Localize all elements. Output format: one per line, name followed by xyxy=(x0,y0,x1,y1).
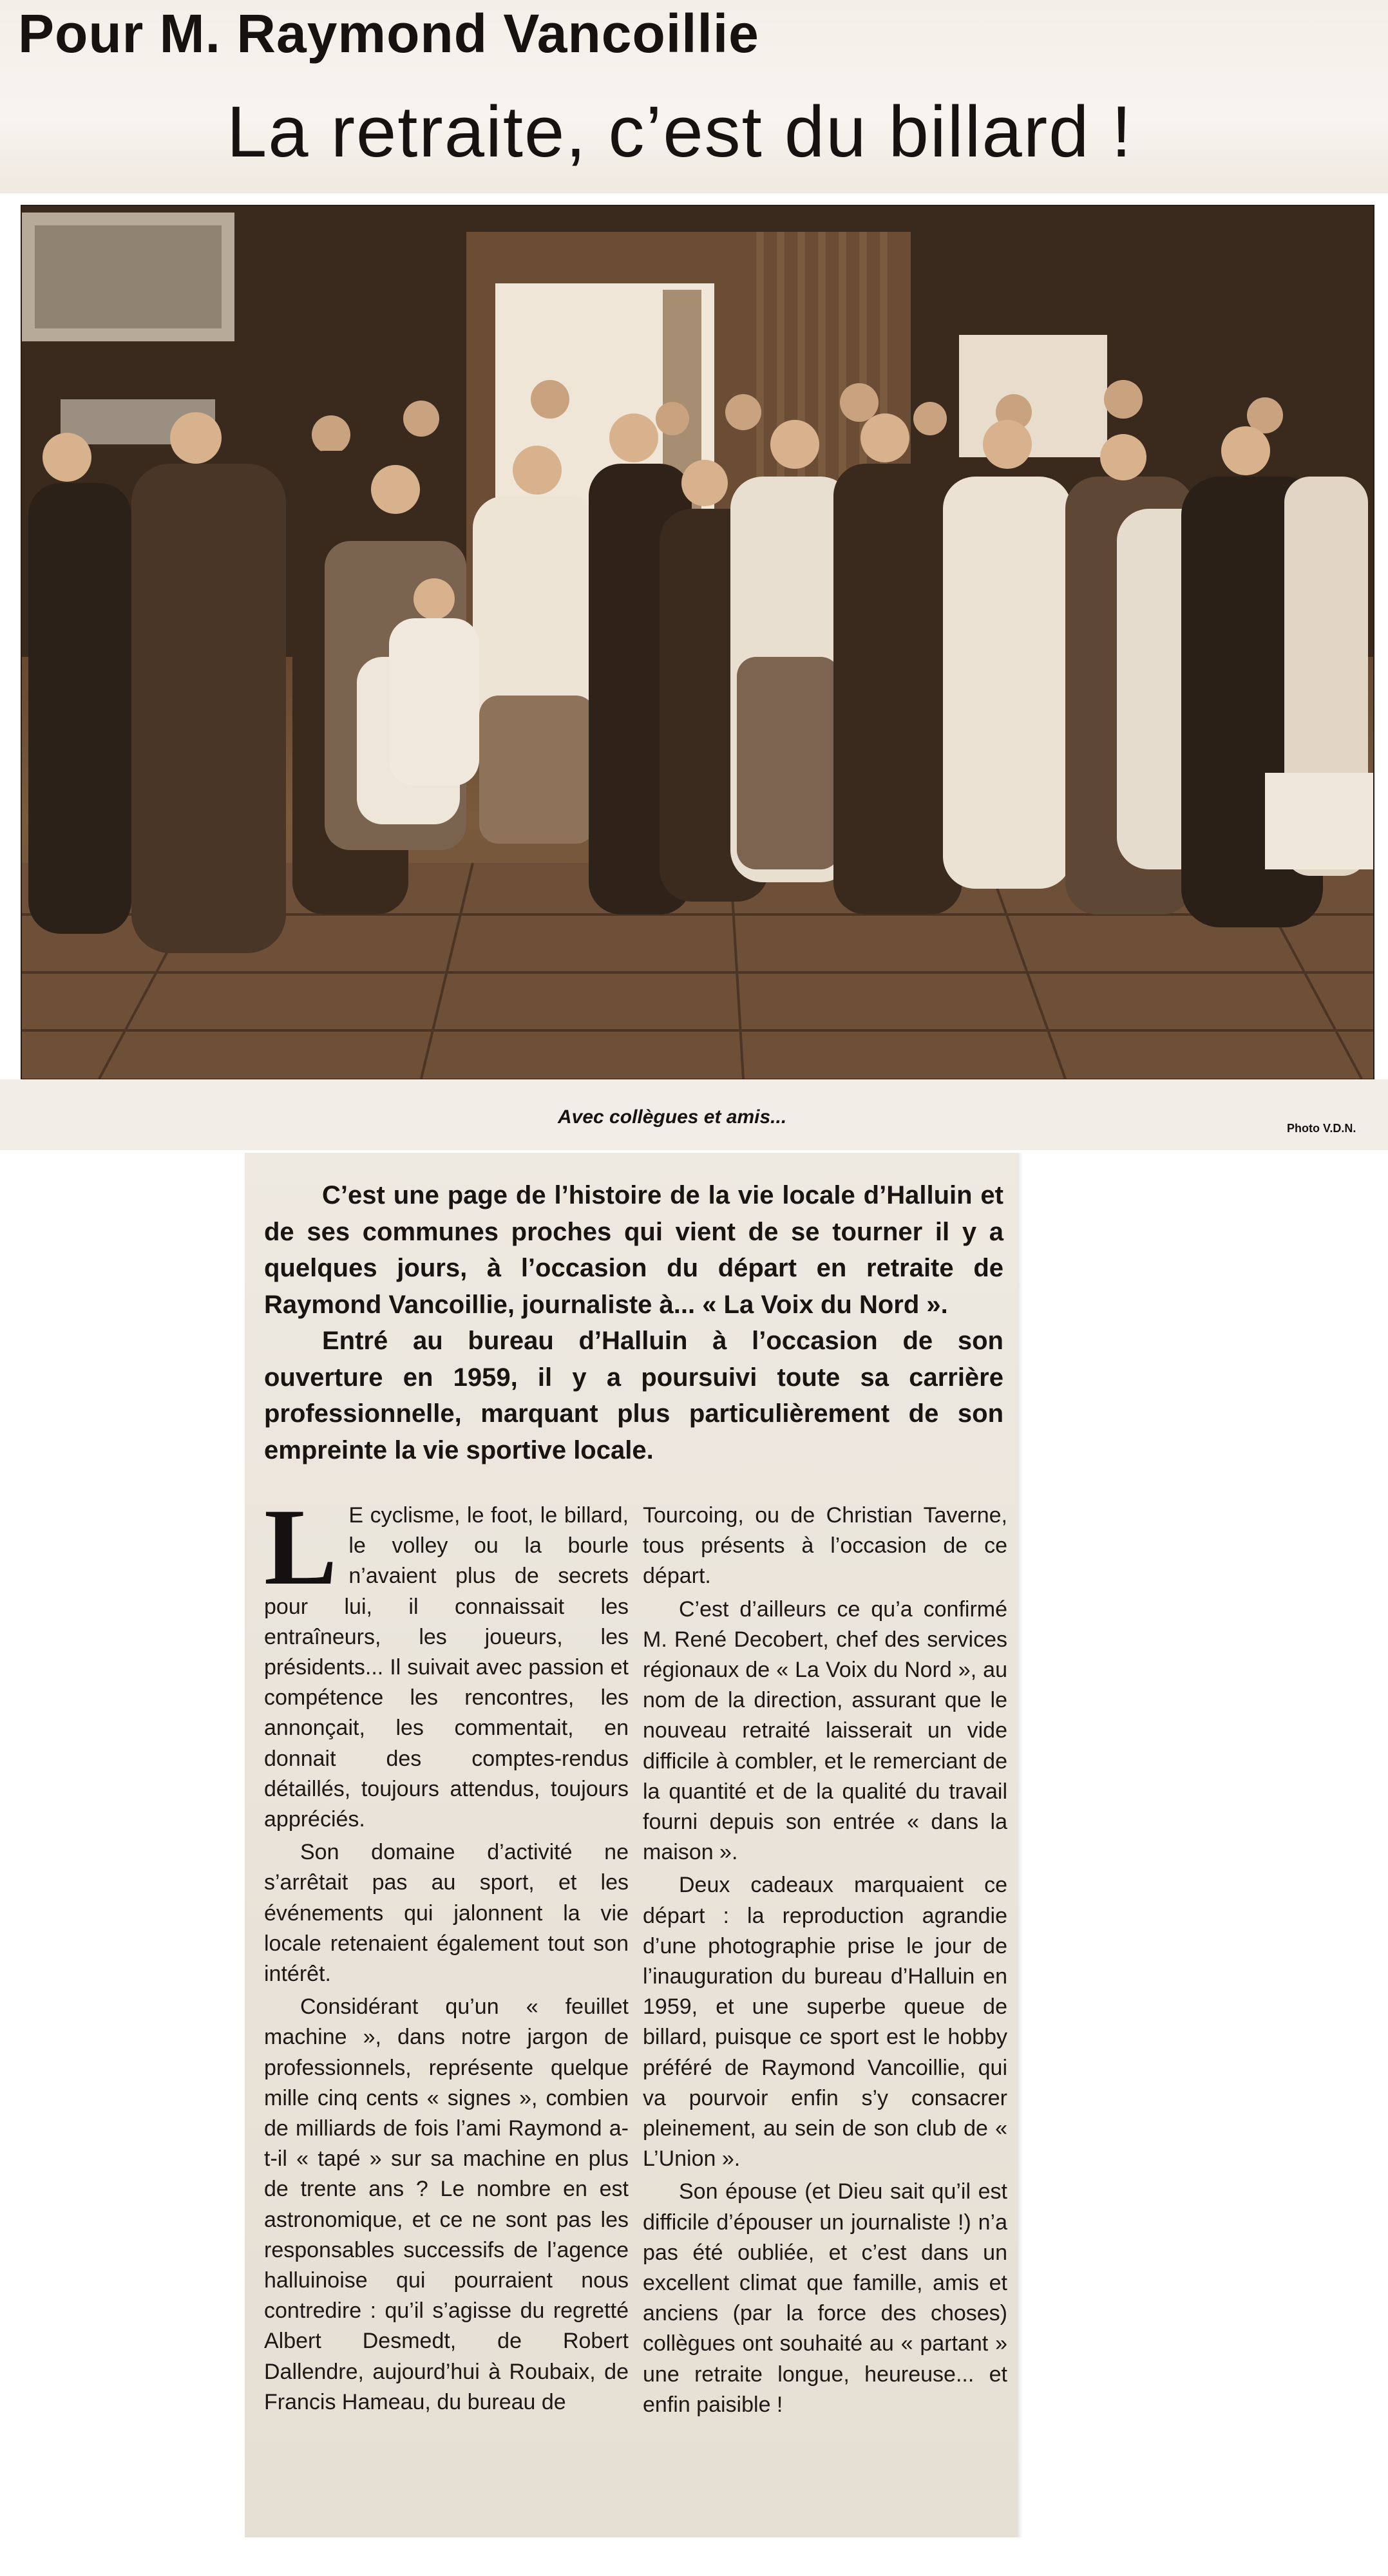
paper-shadow xyxy=(1018,1153,1023,2537)
group-photo-illustration xyxy=(22,206,1373,1079)
column-paragraph: C’est d’ailleurs ce qu’a confirmé M. René Decobert, chef des services régionaux de « La Voix du Nord », au nom de la direction, assurant que le nouveau retraité laisserait un vide difficile à combler, et le remerciant de la quantité et de la qualité du travail fourni depuis son entrée « dans la maison ». xyxy=(643,1596,1007,1865)
column-paragraph: Tourcoing, ou de Christian Taverne, tous présents à l’occasion de ce départ. xyxy=(643,1503,1007,1589)
column-paragraph: Son épouse (et Dieu sait qu’il est difficile d’épouser un journaliste !) n’a pas été oubliée, et c’est dans un excellent climat que famille, amis et anciens (par la force des choses) collègues ont souhaité au « partant » une retraite longue, heureuse... et enfin paisible ! xyxy=(643,2179,1007,2417)
lede-paragraph: Entré au bureau d’Halluin à l’occasion de son ouverture en 1959, il y a poursuivi toute sa carrière professionnelle, marquant plus particulièrement de son empreinte la vie sportive locale. xyxy=(264,1327,1003,1464)
photo-caption: Avec collègues et amis... xyxy=(558,1106,787,1128)
kicker: Pour M. Raymond Vancoillie xyxy=(18,3,759,64)
column-paragraph: Son domaine d’activité ne s’arrêtait pas au sport, et les événements qui jalonnent la vie locale retenaient également tout son intérêt. xyxy=(264,1840,629,1987)
article-column-1 xyxy=(264,1486,629,2420)
column-paragraph-text: E cyclisme, le foot, le billard, le volley ou la bourle n’avaient plus de secrets pour lui, il connaissait les entraîneurs, les joueurs, les présidents... Il suivait avec passion et compétence les rencontres, les annonçait, les commentait, en donnait des comptes-rendus détaillés, toujours attendus, toujours appréciés. xyxy=(264,1503,629,1832)
column-paragraph: Considérant qu’un « feuillet machine », dans notre jargon de professionnels, représente quelque mille cinq cents « signes », combien de milliards de fois l’ami Raymond a-t-il « tapé » sur sa machine en plus de trente ans ? Le nombre en est astronomique, et ce ne sont pas les responsables successifs de l’agence halluinoise qui pourraient nous contredire : qu’il s’agisse du regretté Albert Desmedt, de Robert Dallendre, aujourd’hui à Roubaix, de Francis Hameau, du bureau de xyxy=(264,1994,629,2414)
article-column-2 xyxy=(643,1501,1007,2423)
headline: La retraite, c’est du billard ! xyxy=(227,91,1133,172)
group-photo xyxy=(21,205,1374,1080)
article-lede xyxy=(264,1177,1003,1468)
column-paragraph xyxy=(264,1486,629,1835)
lede-paragraph: C’est une page de l’histoire de la vie locale d’Halluin et de ses communes proches qui vient de se tourner il y a quelques jours, à l’occasion du départ en retraite de Raymond Vancoillie, journaliste à... « La Voix du Nord ». xyxy=(264,1181,1003,1319)
column-paragraph: Deux cadeaux marquaient ce départ : la reproduction agrandie d’une photographie prise le jour de l’inauguration du bureau d’Halluin en 1959, et une superbe queue de billard, puisque ce sport est le hobby préféré de Raymond Vancoillie, qui va pourvoir enfin s’y consacrer pleinement, au sein de son club de « L’Union ». xyxy=(643,1873,1007,2172)
drop-cap: L xyxy=(264,1486,337,1607)
photo-credit: Photo V.D.N. xyxy=(1287,1122,1356,1135)
header xyxy=(0,0,1388,193)
